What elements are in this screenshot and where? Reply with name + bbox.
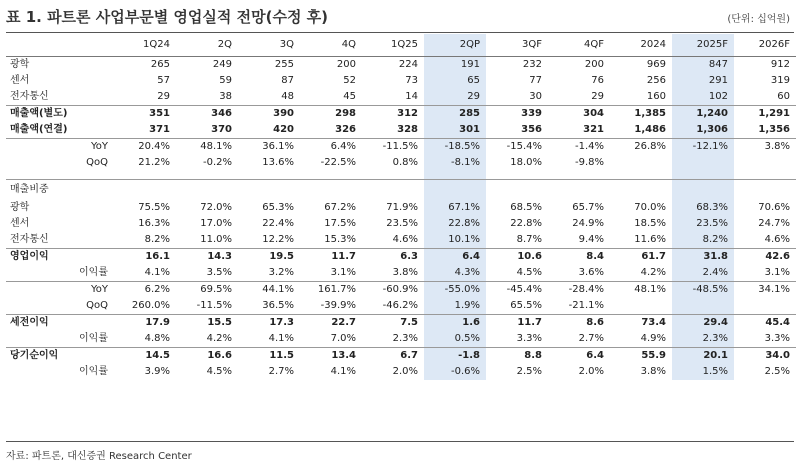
bottom-rule bbox=[6, 441, 794, 442]
table-cell: -48.5% bbox=[672, 282, 734, 299]
table-cell: -46.2% bbox=[382, 300, 418, 311]
table-cell: 256 bbox=[646, 75, 666, 86]
table-cell: 969 bbox=[646, 59, 666, 70]
table-cell: 4.6% bbox=[764, 234, 790, 245]
row-label: 매출비중 bbox=[6, 180, 114, 201]
table-cell: 2.7% bbox=[578, 333, 604, 344]
table-cell bbox=[672, 171, 734, 180]
table-cell: -18.5% bbox=[424, 139, 486, 156]
table-cell: 16.3% bbox=[138, 218, 170, 229]
table-cell: 2.3% bbox=[672, 331, 734, 348]
table-cell: 15.3% bbox=[324, 234, 356, 245]
table-cell: 420 bbox=[273, 124, 294, 135]
table-cell: 48.1% bbox=[610, 282, 672, 299]
row-label bbox=[6, 171, 114, 180]
column-header: 3QF bbox=[486, 34, 548, 57]
table-cell: 65.5% bbox=[510, 300, 542, 311]
table-cell: 6.4 bbox=[424, 249, 486, 266]
table-cell bbox=[734, 298, 796, 315]
table-cell: -55.0% bbox=[424, 282, 486, 299]
table-cell: 3.1% bbox=[330, 267, 356, 278]
table-title: 표 1. 파트론 사업부문별 영업실적 전망(수정 후) bbox=[6, 8, 329, 26]
table-row bbox=[6, 122, 796, 139]
row-label: QoQ bbox=[86, 300, 108, 311]
table-cell bbox=[610, 180, 672, 201]
table-cell: 847 bbox=[672, 57, 734, 74]
row-label: 광학 bbox=[10, 59, 30, 70]
table-row bbox=[6, 216, 796, 232]
table-cell: 15.5 bbox=[176, 315, 238, 332]
table-cell bbox=[424, 171, 486, 180]
table-cell: 73.4 bbox=[610, 315, 672, 332]
table-cell: 260.0% bbox=[131, 300, 170, 311]
table-cell bbox=[114, 171, 176, 180]
table-cell: 4.2% bbox=[206, 333, 232, 344]
table-cell: 45.4 bbox=[734, 315, 796, 332]
table-cell: 48.1% bbox=[176, 139, 238, 156]
table-cell bbox=[176, 171, 238, 180]
table-cell: 16.1 bbox=[114, 249, 176, 266]
table-cell bbox=[362, 180, 424, 201]
table-cell: 60 bbox=[777, 91, 790, 102]
table-cell: 4.8% bbox=[144, 333, 170, 344]
table-cell: 14.3 bbox=[176, 249, 238, 266]
table-cell: 1,486 bbox=[634, 124, 666, 135]
table-cell: 160 bbox=[646, 91, 666, 102]
table-cell: 57 bbox=[157, 75, 170, 86]
table-cell: 2.4% bbox=[672, 265, 734, 282]
table-cell: 3.3% bbox=[516, 333, 542, 344]
table-row bbox=[6, 73, 796, 89]
table-cell: 18.0% bbox=[510, 157, 542, 168]
row-label: 전자통신 bbox=[10, 234, 49, 245]
table-cell: 75.5% bbox=[138, 202, 170, 213]
table-cell bbox=[672, 155, 734, 171]
row-label: YoY bbox=[6, 139, 114, 156]
table-cell: 65 bbox=[424, 73, 486, 89]
row-label: 매출액(연결) bbox=[10, 124, 68, 135]
table-cell: 8.7% bbox=[516, 234, 542, 245]
table-cell: -45.4% bbox=[486, 282, 548, 299]
header-corner bbox=[6, 34, 114, 57]
table-cell: -11.5% bbox=[362, 139, 424, 156]
table-cell: 1.5% bbox=[672, 364, 734, 380]
table-cell: 48 bbox=[281, 91, 294, 102]
table-cell: 371 bbox=[149, 124, 170, 135]
column-header: 2024 bbox=[610, 34, 672, 57]
table-cell bbox=[672, 180, 734, 201]
table-cell: -8.1% bbox=[424, 155, 486, 171]
table-cell: 1,240 bbox=[672, 106, 734, 123]
table-cell: 2.7% bbox=[268, 366, 294, 377]
table-cell: 4.9% bbox=[640, 333, 666, 344]
row-label: QoQ bbox=[86, 157, 108, 168]
table-cell: 59 bbox=[219, 75, 232, 86]
table-row bbox=[6, 89, 796, 106]
table-cell: 304 bbox=[548, 106, 610, 123]
table-cell: 265 bbox=[150, 59, 170, 70]
column-header: 2026F bbox=[734, 34, 796, 57]
table-cell: 20.4% bbox=[114, 139, 176, 156]
table-body bbox=[6, 57, 796, 381]
table-cell: 8.2% bbox=[144, 234, 170, 245]
table-cell: 61.7 bbox=[610, 249, 672, 266]
table-cell bbox=[238, 171, 300, 180]
table-cell: 6.7 bbox=[362, 348, 424, 365]
table-row bbox=[6, 298, 796, 315]
table-cell: 301 bbox=[424, 122, 486, 139]
table-cell: -12.1% bbox=[672, 139, 734, 156]
table-cell: 34.0 bbox=[734, 348, 796, 365]
table-cell: 3.8% bbox=[734, 139, 796, 156]
table-cell: 3.6% bbox=[578, 267, 604, 278]
table-cell: 17.0% bbox=[200, 218, 232, 229]
table-cell: 9.4% bbox=[578, 234, 604, 245]
table-cell: 19.5 bbox=[238, 249, 300, 266]
table-cell bbox=[486, 171, 548, 180]
table-cell: 326 bbox=[335, 124, 356, 135]
table-cell bbox=[300, 171, 362, 180]
table-row bbox=[6, 315, 796, 332]
table-cell bbox=[176, 180, 238, 201]
table-cell: 200 bbox=[336, 59, 356, 70]
table-cell: 4.2% bbox=[640, 267, 666, 278]
table-cell: 328 bbox=[397, 124, 418, 135]
column-header: 1Q24 bbox=[114, 34, 176, 57]
table-cell: 22.8% bbox=[424, 216, 486, 232]
table-cell: 29 bbox=[424, 89, 486, 106]
table-cell: 1.9% bbox=[424, 298, 486, 315]
table-cell: 291 bbox=[672, 73, 734, 89]
table-cell: 22.8% bbox=[510, 218, 542, 229]
table-cell: 11.0% bbox=[200, 234, 232, 245]
table-cell: 12.2% bbox=[262, 234, 294, 245]
table-cell: 17.3 bbox=[238, 315, 300, 332]
table-cell: -15.4% bbox=[486, 139, 548, 156]
table-cell: 71.9% bbox=[386, 202, 418, 213]
table-cell: 14 bbox=[405, 91, 418, 102]
top-rule bbox=[6, 32, 794, 33]
table-cell: -22.5% bbox=[320, 157, 356, 168]
table-cell: 232 bbox=[522, 59, 542, 70]
table-cell: 1,356 bbox=[758, 124, 790, 135]
table-cell: 1,385 bbox=[610, 106, 672, 123]
table-cell: 26.8% bbox=[610, 139, 672, 156]
table-cell: 0.8% bbox=[392, 157, 418, 168]
row-label: 이익률 bbox=[79, 333, 108, 344]
table-row bbox=[6, 265, 796, 282]
column-header: 4Q bbox=[300, 34, 362, 57]
table-cell: 70.0% bbox=[634, 202, 666, 213]
table-cell: 4.1% bbox=[144, 267, 170, 278]
table-cell: 8.8 bbox=[486, 348, 548, 365]
table-cell: 22.7 bbox=[300, 315, 362, 332]
table-cell: 0.5% bbox=[424, 331, 486, 348]
table-cell: 65.7% bbox=[572, 202, 604, 213]
table-cell: -21.1% bbox=[568, 300, 604, 311]
table-cell: 321 bbox=[583, 124, 604, 135]
table-cell: 70.6% bbox=[758, 202, 790, 213]
table-row bbox=[6, 249, 796, 266]
table-cell: 4.6% bbox=[392, 234, 418, 245]
table-cell: 370 bbox=[211, 124, 232, 135]
table-cell: 346 bbox=[176, 106, 238, 123]
table-row bbox=[6, 57, 796, 74]
table-cell: -1.4% bbox=[548, 139, 610, 156]
table-cell: 2.0% bbox=[392, 366, 418, 377]
table-cell bbox=[734, 155, 796, 171]
table-cell bbox=[238, 180, 300, 201]
table-cell: 161.7% bbox=[300, 282, 362, 299]
table-cell bbox=[114, 180, 176, 201]
table-cell: 29.4 bbox=[672, 315, 734, 332]
table-cell: 2.5% bbox=[764, 366, 790, 377]
row-label: 세전이익 bbox=[6, 315, 114, 332]
table-cell: 10.1% bbox=[424, 232, 486, 249]
table-cell: 29 bbox=[591, 91, 604, 102]
table-cell: 285 bbox=[424, 106, 486, 123]
row-label: 영업이익 bbox=[6, 249, 114, 266]
table-cell bbox=[672, 298, 734, 315]
table-cell bbox=[424, 180, 486, 201]
table-row bbox=[6, 331, 796, 348]
table-cell: 8.6 bbox=[548, 315, 610, 332]
table-cell bbox=[548, 180, 610, 201]
table-cell: -39.9% bbox=[320, 300, 356, 311]
table-cell bbox=[610, 155, 672, 171]
table-cell: 18.5% bbox=[634, 218, 666, 229]
table-cell: 52 bbox=[343, 75, 356, 86]
table-cell: 14.5 bbox=[114, 348, 176, 365]
table-cell: 65.3% bbox=[262, 202, 294, 213]
table-cell: 13.4 bbox=[300, 348, 362, 365]
table-cell: 1,306 bbox=[672, 122, 734, 139]
row-label: 센서 bbox=[10, 75, 30, 86]
table-cell: 31.8 bbox=[672, 249, 734, 266]
table-cell: 191 bbox=[424, 57, 486, 74]
table-cell: 3.8% bbox=[640, 366, 666, 377]
table-cell: 87 bbox=[281, 75, 294, 86]
table-cell: 255 bbox=[274, 59, 294, 70]
table-row bbox=[6, 232, 796, 249]
table-cell: 339 bbox=[486, 106, 548, 123]
table-cell bbox=[734, 180, 796, 201]
table-cell: 11.7 bbox=[486, 315, 548, 332]
column-header: 4QF bbox=[548, 34, 610, 57]
unit-label: (단위: 십억원) bbox=[727, 14, 790, 25]
row-label: 이익률 bbox=[79, 366, 108, 377]
table-cell: 4.1% bbox=[330, 366, 356, 377]
table-cell: 224 bbox=[398, 59, 418, 70]
row-label: 이익률 bbox=[79, 267, 108, 278]
table-cell: 68.3% bbox=[672, 200, 734, 216]
source-note: 자료: 파트론, 대신증권 Research Center bbox=[6, 451, 192, 462]
table-cell: 68.5% bbox=[510, 202, 542, 213]
table-cell: 42.6 bbox=[734, 249, 796, 266]
table-cell: 3.1% bbox=[764, 267, 790, 278]
table-cell bbox=[300, 180, 362, 201]
table-cell: 76 bbox=[591, 75, 604, 86]
row-label: YoY bbox=[6, 282, 114, 299]
table-cell: 8.4 bbox=[548, 249, 610, 266]
table-cell: 8.2% bbox=[672, 232, 734, 249]
table-cell: 351 bbox=[114, 106, 176, 123]
table-cell: 55.9 bbox=[610, 348, 672, 365]
title-bar bbox=[6, 4, 794, 30]
table-cell: 11.7 bbox=[300, 249, 362, 266]
table-cell: 312 bbox=[362, 106, 424, 123]
table-cell: 72.0% bbox=[200, 202, 232, 213]
table-row bbox=[6, 348, 796, 365]
table-cell: 2.5% bbox=[516, 366, 542, 377]
table-cell: 17.9 bbox=[114, 315, 176, 332]
table-cell: 34.1% bbox=[734, 282, 796, 299]
table-cell: -0.6% bbox=[424, 364, 486, 380]
table-cell: 69.5% bbox=[176, 282, 238, 299]
table-cell: -1.8 bbox=[424, 348, 486, 365]
table-cell: -60.9% bbox=[362, 282, 424, 299]
table-cell: 38 bbox=[219, 91, 232, 102]
row-label: 센서 bbox=[10, 218, 30, 229]
table-cell: 319 bbox=[770, 75, 790, 86]
table-row bbox=[6, 106, 796, 123]
table-row bbox=[6, 155, 796, 171]
table-cell: 4.3% bbox=[424, 265, 486, 282]
table-cell: 16.6 bbox=[176, 348, 238, 365]
table-cell: 21.2% bbox=[138, 157, 170, 168]
table-cell bbox=[548, 171, 610, 180]
table-cell: 1,291 bbox=[734, 106, 796, 123]
table-cell: 20.1 bbox=[672, 348, 734, 365]
table-cell: 10.6 bbox=[486, 249, 548, 266]
table-cell: 298 bbox=[300, 106, 362, 123]
table-row bbox=[6, 180, 796, 201]
table-cell: 73 bbox=[405, 75, 418, 86]
table-cell: 17.5% bbox=[324, 218, 356, 229]
table-cell: 24.9% bbox=[572, 218, 604, 229]
table-cell: 6.4% bbox=[300, 139, 362, 156]
table-cell: -11.5% bbox=[196, 300, 232, 311]
table-cell: 200 bbox=[584, 59, 604, 70]
table-cell: 6.2% bbox=[114, 282, 176, 299]
table-cell: 67.1% bbox=[424, 200, 486, 216]
table-cell: 4.5% bbox=[516, 267, 542, 278]
table-cell: 3.8% bbox=[392, 267, 418, 278]
table-cell: 912 bbox=[770, 59, 790, 70]
table-cell: 6.3 bbox=[362, 249, 424, 266]
table-cell: -9.8% bbox=[574, 157, 604, 168]
table-cell: 4.1% bbox=[268, 333, 294, 344]
row-label: 당기순이익 bbox=[6, 348, 114, 365]
column-header: 2QP bbox=[424, 34, 486, 57]
table-cell: 67.2% bbox=[324, 202, 356, 213]
table-cell: 30 bbox=[529, 91, 542, 102]
table-cell bbox=[362, 171, 424, 180]
table-cell: 3.3% bbox=[764, 333, 790, 344]
table-cell: 7.0% bbox=[330, 333, 356, 344]
row-label: 전자통신 bbox=[10, 91, 49, 102]
row-label: 광학 bbox=[10, 202, 30, 213]
table-cell bbox=[610, 171, 672, 180]
table-cell: 36.1% bbox=[238, 139, 300, 156]
table-cell: 36.5% bbox=[262, 300, 294, 311]
table-row bbox=[6, 139, 796, 156]
table-cell: 22.4% bbox=[262, 218, 294, 229]
table-row bbox=[6, 282, 796, 299]
table-cell: 2.3% bbox=[392, 333, 418, 344]
table-cell bbox=[734, 171, 796, 180]
table-cell: 11.5 bbox=[238, 348, 300, 365]
table-cell: 356 bbox=[521, 124, 542, 135]
table-cell: 29 bbox=[157, 91, 170, 102]
column-header: 1Q25 bbox=[362, 34, 424, 57]
table-cell: 11.6% bbox=[634, 234, 666, 245]
row-label: 매출액(별도) bbox=[6, 106, 114, 123]
table-cell: 13.6% bbox=[262, 157, 294, 168]
forecast-table bbox=[6, 34, 796, 380]
table-cell bbox=[486, 180, 548, 201]
table-row bbox=[6, 171, 796, 180]
table-cell: 3.5% bbox=[206, 267, 232, 278]
header-row bbox=[6, 34, 796, 57]
table-cell: 23.5% bbox=[386, 218, 418, 229]
table-cell bbox=[610, 298, 672, 315]
table-row bbox=[6, 200, 796, 216]
table-cell: 44.1% bbox=[238, 282, 300, 299]
table-cell: -0.2% bbox=[202, 157, 232, 168]
table-cell: 249 bbox=[212, 59, 232, 70]
column-header: 3Q bbox=[238, 34, 300, 57]
table-cell: 24.7% bbox=[758, 218, 790, 229]
table-cell: 390 bbox=[238, 106, 300, 123]
table-cell: 1.6 bbox=[424, 315, 486, 332]
table-cell: 3.2% bbox=[268, 267, 294, 278]
table-cell: 77 bbox=[529, 75, 542, 86]
table-cell: 6.4 bbox=[548, 348, 610, 365]
column-header: 2025F bbox=[672, 34, 734, 57]
table-cell: 3.9% bbox=[144, 366, 170, 377]
column-header: 2Q bbox=[176, 34, 238, 57]
table-cell: 7.5 bbox=[362, 315, 424, 332]
table-cell: -28.4% bbox=[548, 282, 610, 299]
table-cell: 2.0% bbox=[578, 366, 604, 377]
table-cell: 4.5% bbox=[206, 366, 232, 377]
table-cell: 23.5% bbox=[672, 216, 734, 232]
table-cell: 102 bbox=[672, 89, 734, 106]
table-row bbox=[6, 364, 796, 380]
table-cell: 45 bbox=[343, 91, 356, 102]
